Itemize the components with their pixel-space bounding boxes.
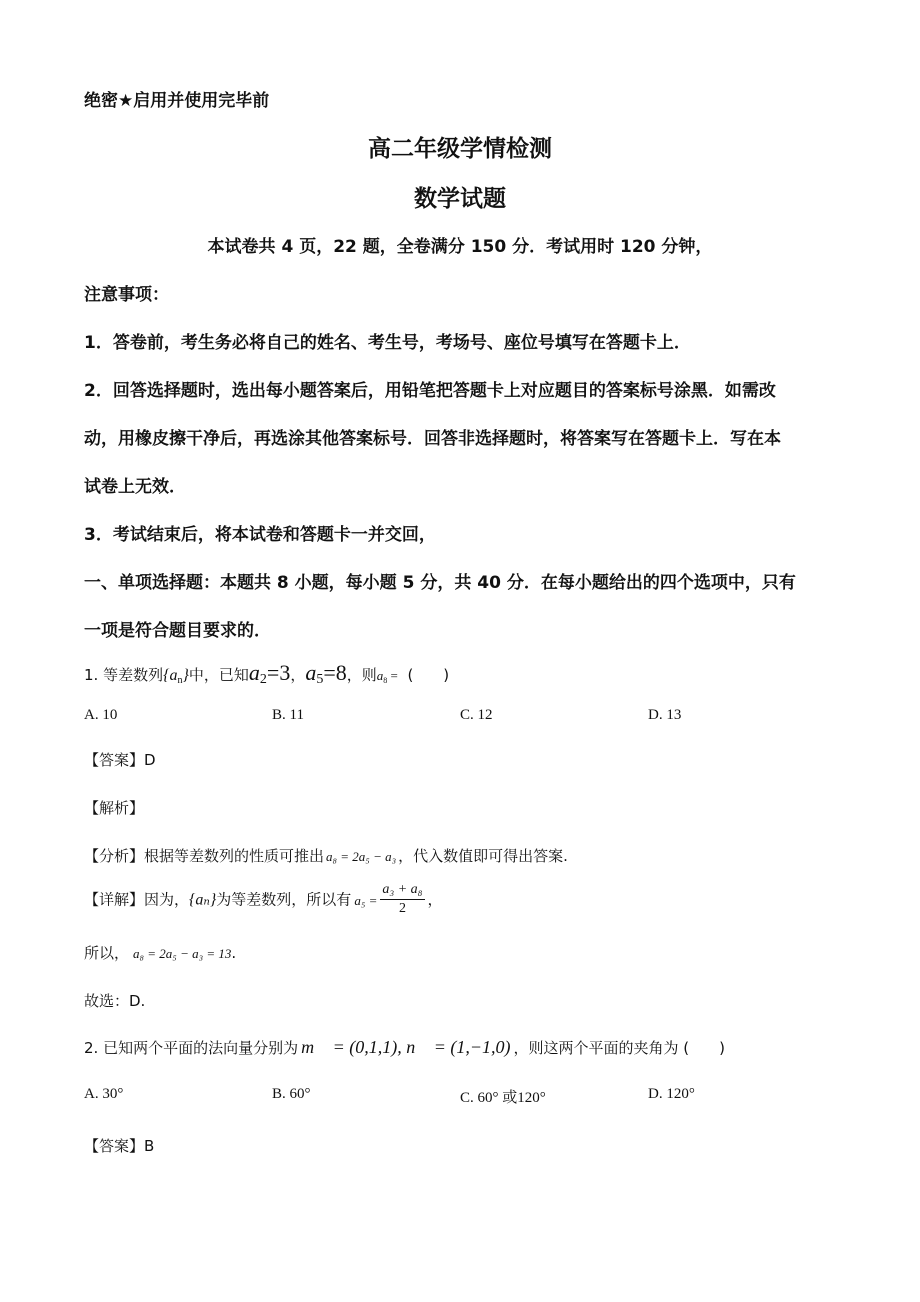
q1-xiangjie: 【详解】因为，{aₙ}为等差数列，所以有 a₅ = $\frac{\text{a₃ + a₈}}{2}$ ， — [84, 882, 443, 916]
q1-analysis-label: 【解析】 — [84, 799, 145, 817]
note-item: 动，用橡皮擦干净后，再选涂其他答案标号．回答非选择题时，将答案写在答题卡上．写在本 — [84, 429, 781, 449]
q1-option-a: A. 10 — [84, 707, 118, 723]
q1-suoyi: 所以， a₈ = 2a₅ − a₃ = 13. — [84, 944, 237, 962]
q1-then: ，则 — [346, 666, 377, 684]
question-2-stem: 2. 已知两个平面的法向量分别为 m⃗ = (0,1,1), n⃗ = (1,−1,0) ，则这两个平面的夹角为 ( ) — [84, 1037, 725, 1057]
q1-xiangjie-set: {aₙ} — [189, 891, 217, 909]
q1-suoyi-formula: a₈ = 2a₅ − a₃ = 13 — [133, 946, 232, 961]
q1-mid: 中，已知 — [188, 666, 249, 684]
q1-fenxi-formula: a₈ = 2a₅ − a₃ — [326, 849, 397, 864]
q2-option-b: B. 60° — [272, 1086, 311, 1102]
exam-subtitle: 数学试题 — [414, 186, 506, 212]
q1-option-d: D. 13 — [648, 707, 682, 723]
secret-label: 绝密★启用并使用完毕前 — [84, 91, 270, 111]
notes-heading: 注意事项： — [84, 285, 169, 305]
q1-option-b: B. 11 — [272, 707, 304, 723]
q1-cond2: $a_5=8$ — [305, 660, 347, 687]
exam-info: 本试卷共 4 页，22 题，全卷满分 150 分．考试用时 120 分钟， — [207, 237, 713, 257]
note-item: 试卷上无效． — [84, 477, 186, 497]
q1-choice: 故选：D. — [84, 992, 146, 1010]
q1-paren: ( ) — [407, 666, 450, 684]
q1-sequence: $\{a_n\}$ — [163, 667, 189, 686]
q2-option-c: C. 60° 或120° — [460, 1090, 546, 1106]
section-heading-cont: 一项是符合题目要求的． — [84, 621, 271, 641]
q2-option-d: D. 120° — [648, 1086, 695, 1102]
q2-answer: 【答案】B — [84, 1137, 155, 1155]
q1-answer: 【答案】D — [84, 751, 156, 769]
question-1-stem: 1. 等差数列$\{a_n\}$中，已知$a_2=3$，$a_5=8$，则$a_8$ = ( ) — [84, 660, 450, 687]
q1-xiangjie-lhs: a₅ = — [354, 892, 378, 908]
note-item: 3．考试结束后，将本试卷和答题卡一并交回， — [84, 525, 436, 545]
note-item: 1．答卷前，考生务必将自己的姓名、考生号，考场号、座位号填写在答题卡上． — [84, 333, 691, 353]
q1-fenxi: 【分析】根据等差数列的性质可推出 a₈ = 2a₅ − a₃ ，代入数值即可得出答案. — [84, 847, 568, 865]
q1-cond1: $a_2=3$ — [248, 660, 291, 687]
exam-title: 高二年级学情检测 — [368, 136, 552, 162]
q1-fraction: $\frac{\text{a₃ + a₈}}{2}$ — [382, 882, 423, 916]
q1-prefix: 1. 等差数列 — [84, 666, 164, 684]
q2-option-a: A. 30° — [84, 1086, 124, 1102]
q1-option-c: C. 12 — [460, 707, 493, 723]
section-heading: 一、单项选择题：本题共 8 小题，每小题 5 分，共 40 分．在每小题给出的四个选项中，只有 — [84, 573, 796, 593]
q2-vectors: m⃗ = (0,1,1), n⃗ = (1,−1,0) — [301, 1037, 511, 1057]
q1-ask: $a_8$ = — [376, 668, 398, 685]
note-item: 2．回答选择题时，选出每小题答案后，用铅笔把答题卡上对应题目的答案标号涂黑．如需改 — [84, 381, 776, 401]
